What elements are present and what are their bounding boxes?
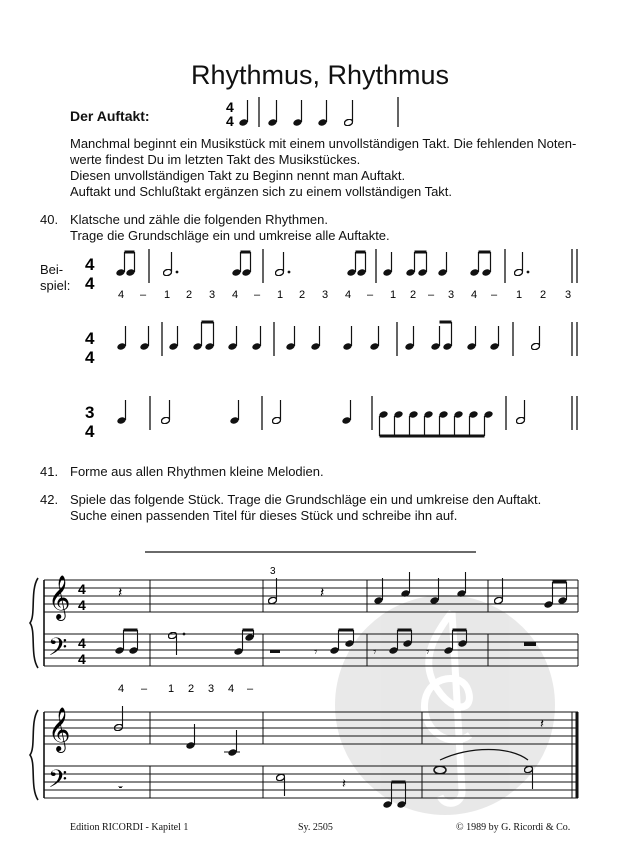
svg-text:4: 4 [78, 651, 86, 667]
svg-text:4: 4 [78, 635, 86, 651]
auftakt-label: Der Auftakt: [70, 108, 150, 124]
svg-text:𝄽: 𝄽 [342, 776, 346, 791]
score-counts [118, 683, 254, 695]
auftakt-time-top: 4 [226, 99, 234, 115]
svg-text:–: – [367, 289, 374, 301]
exercise-42-line-2: Suche einen passenden Titel für dieses Stück und schreibe ihn auf. [70, 508, 458, 523]
auftakt-time-bottom: 4 [226, 113, 234, 129]
svg-text:𝄽: 𝄽 [320, 584, 325, 600]
svg-text:2: 2 [299, 289, 306, 301]
svg-text:3: 3 [448, 289, 455, 301]
svg-text:–: – [254, 289, 261, 301]
svg-text:𝄾: 𝄾 [373, 644, 377, 659]
svg-text:1: 1 [277, 289, 284, 301]
svg-text:–: – [140, 289, 147, 301]
svg-text:4: 4 [78, 597, 86, 613]
svg-text:𝄽: 𝄽 [540, 716, 544, 731]
rhythm3-time-top: 3 [85, 403, 95, 422]
svg-text:–: – [491, 289, 498, 301]
page-title: Rhythmus, Rhythmus [190, 60, 450, 90]
svg-text:–: – [141, 683, 148, 695]
footer-center: Sy. 2505 [298, 822, 333, 833]
rhythm3-time-bottom: 4 [85, 422, 95, 441]
exercise-42-number: 42. [40, 492, 59, 507]
footer-right: © 1989 by G. Ricordi & Co. [456, 822, 571, 833]
exercise-40-line-2: Trage die Grundschläge ein und umkreise alle Auftakte. [70, 228, 390, 243]
bass-clef-icon: 𝄢 [48, 634, 68, 667]
intro-line-2: werte findest Du im letzten Takt des Musikstückes. [70, 152, 361, 167]
beispiel-label-line-1: Bei- [40, 262, 64, 277]
treble-clef-icon-2: 𝄞 [48, 709, 71, 751]
exercise-41-text: Forme aus allen Rhythmen kleine Melodien. [70, 464, 324, 479]
triplet-mark: 3 [270, 566, 276, 577]
svg-text:4: 4 [118, 289, 125, 301]
rhythm2-time-bottom: 4 [85, 348, 95, 367]
rhythm2-time-top: 4 [85, 329, 95, 348]
svg-text:2: 2 [188, 683, 195, 695]
exercise-42-line-1: Spiele das folgende Stück. Trage die Grundschläge ein und umkreise den Auftakt. [70, 492, 542, 507]
exercise-40-number: 40. [40, 212, 59, 227]
svg-text:𝄽: 𝄽 [118, 584, 123, 600]
beispiel-label-line-2: spiel: [40, 278, 71, 293]
svg-text:𝄻: 𝄻 [118, 782, 123, 797]
svg-text:3: 3 [208, 683, 215, 695]
svg-text:4: 4 [471, 289, 478, 301]
svg-text:3: 3 [565, 289, 572, 301]
beispiel-time-top: 4 [85, 255, 95, 274]
svg-text:2: 2 [540, 289, 547, 301]
svg-text:𝄾: 𝄾 [314, 644, 318, 659]
svg-text:4: 4 [78, 581, 86, 597]
svg-text:–: – [247, 683, 254, 695]
svg-text:2: 2 [410, 289, 417, 301]
beispiel-counts [118, 289, 571, 301]
svg-text:1: 1 [390, 289, 397, 301]
intro-line-1: Manchmal beginnt ein Musikstück mit einem unvollständigen Takt. Die fehlenden Noten- [70, 136, 577, 151]
svg-text:1: 1 [516, 289, 523, 301]
footer-left: Edition RICORDI - Kapitel 1 [70, 822, 189, 833]
svg-text:1: 1 [168, 683, 175, 695]
svg-text:3: 3 [209, 289, 216, 301]
intro-line-3: Diesen unvollständigen Takt zu Beginn nennt man Auftakt. [70, 168, 406, 183]
svg-text:3: 3 [322, 289, 329, 301]
exercise-41-number: 41. [40, 464, 59, 479]
exercise-40-line-1: Klatsche und zähle die folgenden Rhythmen. [70, 212, 329, 227]
auftakt-rhythm [226, 97, 398, 129]
bass-clef-icon-2: 𝄢 [48, 766, 68, 799]
svg-text:4: 4 [228, 683, 235, 695]
svg-text:4: 4 [118, 683, 125, 695]
svg-text:𝄾: 𝄾 [426, 644, 430, 659]
treble-clef-icon: 𝄞 [48, 577, 71, 619]
beispiel-rhythm [85, 249, 577, 293]
rhythm-row-3 [85, 396, 577, 441]
intro-line-4: Auftakt und Schlußtakt ergänzen sich zu einem vollständigen Takt. [70, 184, 453, 199]
svg-text:4: 4 [345, 289, 352, 301]
beispiel-time-bottom: 4 [85, 274, 95, 293]
svg-text:4: 4 [232, 289, 239, 301]
rhythm-row-2 [85, 322, 577, 367]
svg-text:–: – [428, 289, 435, 301]
svg-text:2: 2 [186, 289, 193, 301]
svg-text:1: 1 [164, 289, 171, 301]
